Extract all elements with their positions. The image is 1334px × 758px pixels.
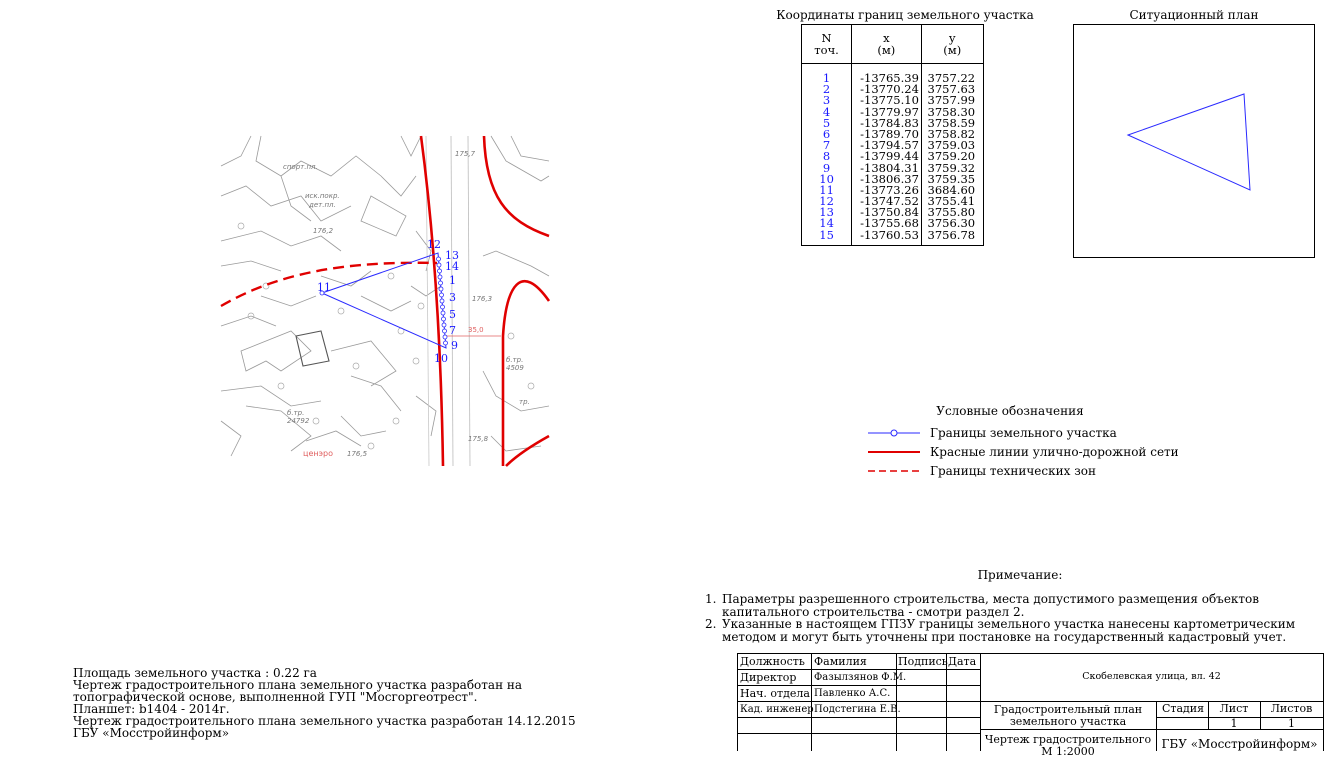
legend-parcel-symbol xyxy=(868,428,920,438)
stamp-row2-name: Павленко А.С. xyxy=(814,688,891,699)
stamp-row3-position: Кад. инженер xyxy=(740,704,814,715)
map-height-1757: 175,7 xyxy=(455,150,476,158)
map-label-iskpokr: иск.покр. xyxy=(305,192,340,200)
situational-plan-title: Ситуационный план xyxy=(1129,8,1259,22)
legend-item-tech-zones xyxy=(868,464,1096,478)
legend-title: Условные обозначения xyxy=(936,404,1084,418)
map-height-1765: 176,5 xyxy=(347,450,368,458)
legend-tech-zone-symbol xyxy=(868,466,920,476)
point-label-7: 7 xyxy=(449,324,456,337)
stamp-header-sign: Подпись xyxy=(898,655,948,668)
coord-col-x: -13765.39 -13770.24 -13775.10 -13779.97 -13784.83 -13789.70 -13794.57 -13799.44 -13804.31 -13806.37 -13773.26 -13747.52 -13750.84 -13755.68 -13760.53 xyxy=(852,64,921,246)
stamp-address: Скобелевская улица, вл. 42 xyxy=(1082,671,1221,682)
map-label-centr: ценэро xyxy=(303,449,333,458)
situational-parcel-outline xyxy=(1128,94,1250,190)
coord-col-n: 1 2 3 4 5 6 7 8 9 10 11 12 13 14 15 xyxy=(802,64,852,246)
note-item-2: 2. Указанные в настоящем ГПЗУ границы земельного участка нанесены картометрическим методом и могут быть уточнены при постановке на государственный кадастровый учет. xyxy=(705,617,1296,644)
legend-label-tech-zones: Границы технических зон xyxy=(930,464,1096,478)
map-label-btr1-num: 4509 xyxy=(506,364,524,372)
info-line-3: топографической основе, выполненной ГУП "Мосгоргеотрест". xyxy=(73,690,478,704)
title-block xyxy=(737,653,1324,758)
stamp-header-position: Должность xyxy=(740,655,805,668)
plan-info xyxy=(73,667,593,739)
legend-red-line-symbol xyxy=(868,447,920,457)
point-label-3: 3 xyxy=(449,291,456,304)
map-label-btr1: б.тр. xyxy=(506,356,524,364)
red-line-upper-right xyxy=(484,136,549,236)
red-line-lower-right xyxy=(503,281,549,466)
stamp-row1-name: Фазылзянов Ф.М. xyxy=(814,672,907,683)
coord-header-n: N точ. xyxy=(802,25,852,64)
point-label-1: 1 xyxy=(449,274,456,287)
note-title: Примечание: xyxy=(977,568,1063,582)
situational-plan xyxy=(1073,24,1315,258)
coord-header-x: x (м) xyxy=(852,25,921,64)
map-height-1762: 176,2 xyxy=(313,227,334,235)
point-label-11: 11 xyxy=(317,281,331,294)
info-org: ГБУ «Мосстройинформ» xyxy=(73,726,230,740)
info-line-2: Чертеж градостроительного плана земельного участка разработан на xyxy=(73,678,523,692)
map-label-btr2: б.тр. xyxy=(287,409,305,417)
legend-item-parcel xyxy=(868,426,1117,440)
info-date: Чертеж градостроительного плана земельного участка разработан 14.12.2015 xyxy=(73,714,576,728)
stamp-doc-title: Градостроительный план земельного участка xyxy=(993,703,1143,728)
point-label-13: 13 xyxy=(445,249,459,262)
site-map xyxy=(221,136,549,466)
stamp-drawing-scale: М 1:2000 xyxy=(1041,745,1095,758)
stamp-row1-position: Директор xyxy=(740,671,797,684)
stamp-row3-name: Подстегина Е.В. xyxy=(814,704,901,715)
map-height-1763: 176,3 xyxy=(472,295,493,303)
map-label-det: дет.пл. xyxy=(309,201,336,209)
point-label-5: 5 xyxy=(449,308,456,321)
map-label-btr2-num: 24792 xyxy=(287,417,310,425)
stamp-sheet-label: Лист xyxy=(1219,702,1249,715)
stamp-sheet-value: 1 xyxy=(1230,717,1238,730)
point-label-14: 14 xyxy=(445,260,459,273)
stamp-sheets-label: Листов xyxy=(1270,702,1313,715)
stamp-sheets-value: 1 xyxy=(1288,717,1295,730)
coord-header-y: y (м) xyxy=(921,25,983,64)
red-line-lower-corner xyxy=(506,436,549,466)
coord-table xyxy=(801,24,984,246)
map-height-1758: 175,8 xyxy=(468,435,489,443)
map-label-tr: тр. xyxy=(519,398,530,406)
stamp-drawing: Чертеж градостроительного xyxy=(984,733,1152,746)
info-tablet: Планшет: b1404 - 2014г. xyxy=(73,702,230,716)
map-label-zone: 35,0 xyxy=(468,326,484,334)
coord-col-y: 3757.22 3757.63 3757.99 3758.30 3758.59 3758.82 3759.03 3759.20 3759.32 3759.35 3684.60 3755.41 3755.80 3756.30 3756.78 xyxy=(921,64,983,246)
info-area: Площадь земельного участка : 0.22 га xyxy=(73,666,317,680)
notes-list xyxy=(705,593,1325,643)
stamp-row2-position: Нач. отдела xyxy=(740,687,810,700)
stamp-stage-label: Стадия xyxy=(1161,702,1205,715)
coord-table-title: Координаты границ земельного участка xyxy=(776,8,1034,22)
legend-label-parcel: Границы земельного участка xyxy=(930,426,1117,440)
legend-item-red-lines xyxy=(868,445,1179,459)
legend-label-red-lines: Красные линии улично-дорожной сети xyxy=(930,445,1179,459)
point-label-12: 12 xyxy=(427,238,441,251)
stamp-organization: ГБУ «Мосстройинформ» xyxy=(1161,737,1318,751)
point-label-9: 9 xyxy=(451,339,458,352)
note-item-1: 1. Параметры разрешенного строительства, места допустимого размещения объектов капитального строительства - смотри раздел 2. xyxy=(705,592,1260,619)
stamp-header-date: Дата xyxy=(948,655,977,668)
map-label-sport: спорт.пл. xyxy=(283,163,318,171)
stamp-header-surname: Фамилия xyxy=(814,655,867,668)
point-label-10: 10 xyxy=(434,352,448,365)
